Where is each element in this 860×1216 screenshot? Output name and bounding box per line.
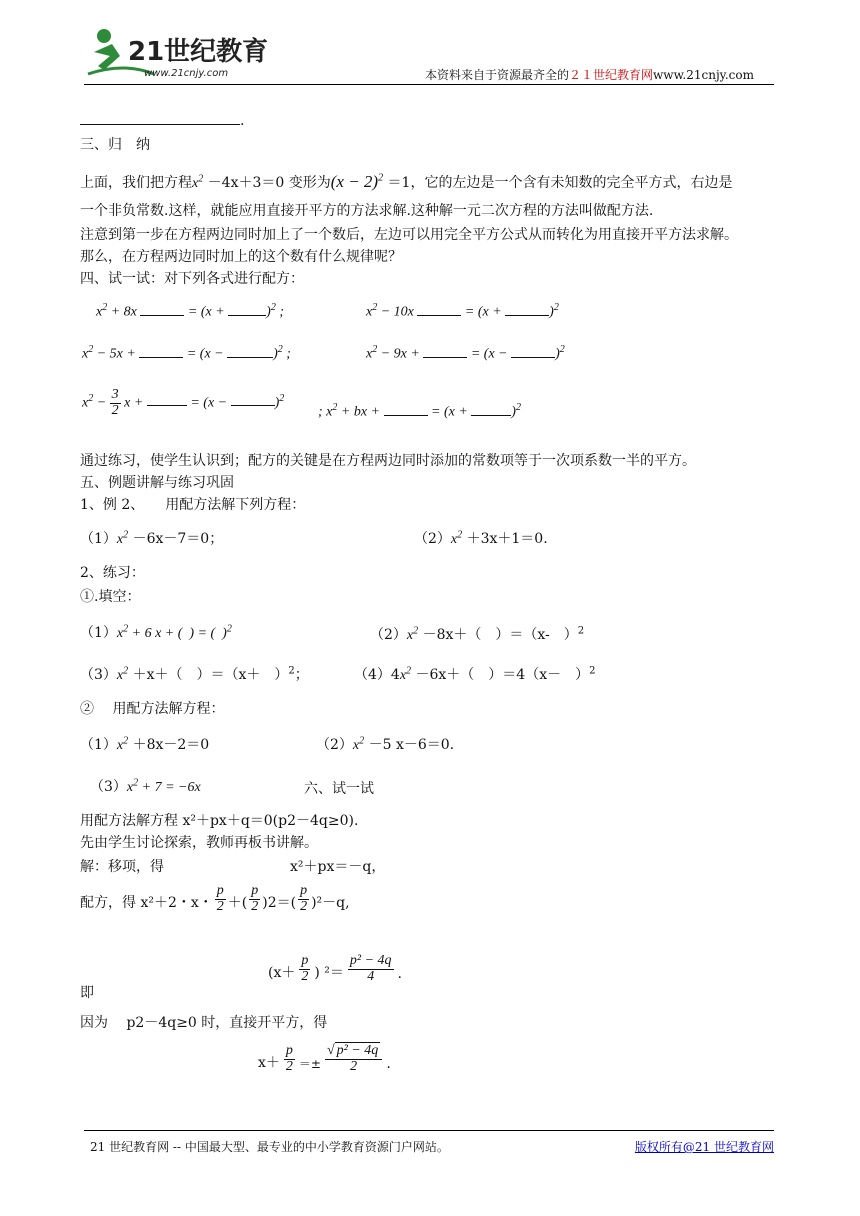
section6-heading: 六、试一试 [304,781,374,797]
ex4-5: $x^2$ − $\frac{3}{2}$ x + = $(x - )^2$ [82,387,285,418]
header-rule [84,84,774,85]
l7-text-b: ＝± [298,1057,321,1072]
frac-num: p [251,883,259,898]
frac-p-2d [299,954,310,984]
section5-heading: 五、例题讲解与练习巩固 [80,475,234,491]
frac-den: 2 [301,968,309,984]
solve-1-x2: $x^2$ [116,735,129,753]
ex2-2-eq: ＋3x＋1＝0. [466,531,548,547]
logo [84,22,294,82]
ex2-1-label: （1） [80,531,117,547]
fill-4-label: （4）4 [354,667,400,683]
logo-title: 21世纪教育 [128,37,269,67]
fill-label: ①.填空： [80,589,141,605]
ex2-2-label: （2） [414,531,451,547]
l5-text-c: ) ²＝ [314,965,344,982]
footer-text: 21 世纪教育网 -- 中国最大型、最专业的中小学教育资源门户网站。 [90,1140,449,1154]
footer-rule [84,1130,774,1131]
section6-l5a: 即 [80,985,94,1001]
section6-l6: 因为 p2－4q≥0 时，直接开平方，得 [80,1015,328,1031]
fill-2: $(2)x^2 -8x+$（ ）＝（x- ）$^2$ [370,625,585,643]
l7-text-a: x＋ [258,1055,280,1072]
frac-den: 2 [285,1058,293,1074]
solve-3-label: （3） [90,779,127,795]
header-note [425,66,754,83]
ex4-3: $x^2 - 5x$ + = $(x - )^2$ ; [82,344,291,362]
section4-heading: 四、试一试：对下列各式进行配方： [80,271,304,287]
section3-p2: 一个非负常数.这样，就能应用直接开平方的方法求解.这种解一元二次方程的方法叫做配方法. [80,203,654,219]
ex2-2-x2: $x^2$ [450,529,463,547]
l4-text-a: 配方，得 x²＋2・x・ [80,895,213,912]
l4-text-b: ＋( [227,895,248,912]
section6-l3b: x²＋px＝－q， [290,859,386,875]
sqrt-radicand: p² − 4q [336,1043,379,1058]
solve-2-x2: $x^2$ [352,735,365,753]
fill-2-eq: －8x＋（ ）＝（x- ） [422,627,578,643]
section6-l3a: 解：移项，得 [80,859,164,875]
fill-3-x2: $x^2$ [116,665,129,683]
solve-3-eq: $x^2 + 7 = -6x$ [126,777,201,795]
solve-2-label: （2） [316,737,353,753]
ex4-2: $x^2 - 10x = (x + )^2$ [366,302,559,320]
fill-1 [80,622,232,642]
section3-p3: 注意到第一步在方程两边同时加上了一个数后，左边可以用完全平方公式从而转化为用直接开平方法求解。 [80,227,738,243]
frac-p-2b [249,884,260,914]
frac-den: 2 [216,898,224,914]
practice-label: 2、练习： [80,565,145,581]
solve-1-label: （1） [80,737,117,753]
frac-den: 2 [300,898,308,914]
ex2-1-x2: $x^2$ [116,529,129,547]
section6-l2: 先由学生讨论探索，教师再板书讲解。 [80,835,318,851]
frac-num: p [301,953,309,968]
frac-den: 4 [367,968,375,984]
frac-num: p [216,883,224,898]
fill-4-x2: $x^2$ [399,665,412,683]
section6-l5: (x＋ $\frac{p}{2}$ ) ²＝ $\frac{\text{p² − 4q}}{4}$ . [268,953,402,984]
top-blank: . [80,112,244,129]
solve-3 [90,776,201,796]
solve-label: ② 用配方法解方程： [80,701,225,717]
eq-x2: $x^2$ [192,173,204,191]
solve-2 [316,734,454,754]
frac-den: 2 [251,898,259,914]
frac-num: p² − 4q [349,953,392,968]
s3-text-a: 上面，我们把方程 [80,175,192,191]
eq-paren: $(x - 2)^2$ [330,172,384,191]
fill-3-eq: ＋x＋（ ）＝（x＋ ） [132,667,289,683]
frac-den: 2 [350,1058,358,1074]
fill-4-eq: －6x＋（ ）＝4（x－ ） [415,667,590,683]
frac-sqrt-2 [325,1044,382,1074]
fill-3: $(3)x^2 +x+$（ ）＝（x＋ ）$^2$； [80,665,309,683]
fill-3-label: （3） [80,667,117,683]
l4-text-d: )²－q, [311,895,350,912]
frac-p-2c [298,884,309,914]
fill-2-x2: $x^2$ [406,625,419,643]
section6-l7: x＋ $\frac{p}{2}$ ＝± $\frac{\text{√ p² − 4q}}{2}$ . [258,1043,391,1074]
fill-1-eq: $x^2 + 6$ x + ( ) = ( )$^2$ [116,623,232,641]
l5-text-b: (x＋ [268,965,296,982]
header-site[interactable]: ２１世纪教育网 [569,68,654,82]
frac-num-4 [348,954,394,984]
logo-url: www.21cnjy.com [144,68,229,79]
ex4-1: $x^2 + 8x = (x + )^2$ ; [96,302,285,320]
section3-p4: 那么，在方程两边同时加上的这个数有什么规律呢？ [80,249,402,265]
section6-l4 [80,884,350,914]
solve-1 [80,734,209,754]
ex2-1-eq: －6x－7＝0； [132,531,224,547]
sqrt-numerator: √ p² − 4q [325,1044,382,1060]
solve-1-eq: ＋8x－2＝0 [132,737,210,753]
logo-runner-icon [84,22,294,82]
s3-text-c: ＝1，它的左边是一个含有未知数的完全平方式，右边是 [387,175,733,191]
ex4-4: $x^2 - 9x$ + = $(x - )^2$ [366,344,565,362]
solve-2-eq: －5 x－6＝0. [368,737,455,753]
example2-2 [414,528,548,548]
l4-text-c: )2＝( [262,895,297,912]
frac-p-2a [215,884,226,914]
example2-1 [80,528,223,548]
example2: 1、例 2、 用配方法解下列方程： [80,497,306,513]
fill-2-label: （2） [370,627,407,643]
section6-l1: 用配方法解方程 x²＋px＋q＝0(p2－4q≥0). [80,813,359,829]
fill-4: $(4)4x^2 -6x+$（ ）＝4（x－ ）$^2$ [354,665,596,683]
section4-summary: 通过练习，使学生认识到；配方的关键是在方程两边同时添加的常数项等于一次项系数一半的平方。 [80,453,696,469]
frac-num: p [285,1043,293,1058]
section3-heading: 三、归 纳 [80,137,150,153]
fill-1-label: （1） [80,625,117,641]
header-note-text: 本资料来自于资源最齐全的 [425,68,570,82]
ex4-6: ; $x^2$ + bx + = $(x + )^2$ [318,402,521,420]
frac-p-2e [284,1044,295,1074]
section3-p1 [80,172,732,192]
header-url[interactable]: www.21cnjy.com [653,68,754,82]
footer-copyright-link[interactable]: 版权所有@21 世纪教育网 [634,1140,774,1154]
frac-num: p [300,883,308,898]
s3-text-b: －4x＋3＝0 变形为 [207,175,331,191]
